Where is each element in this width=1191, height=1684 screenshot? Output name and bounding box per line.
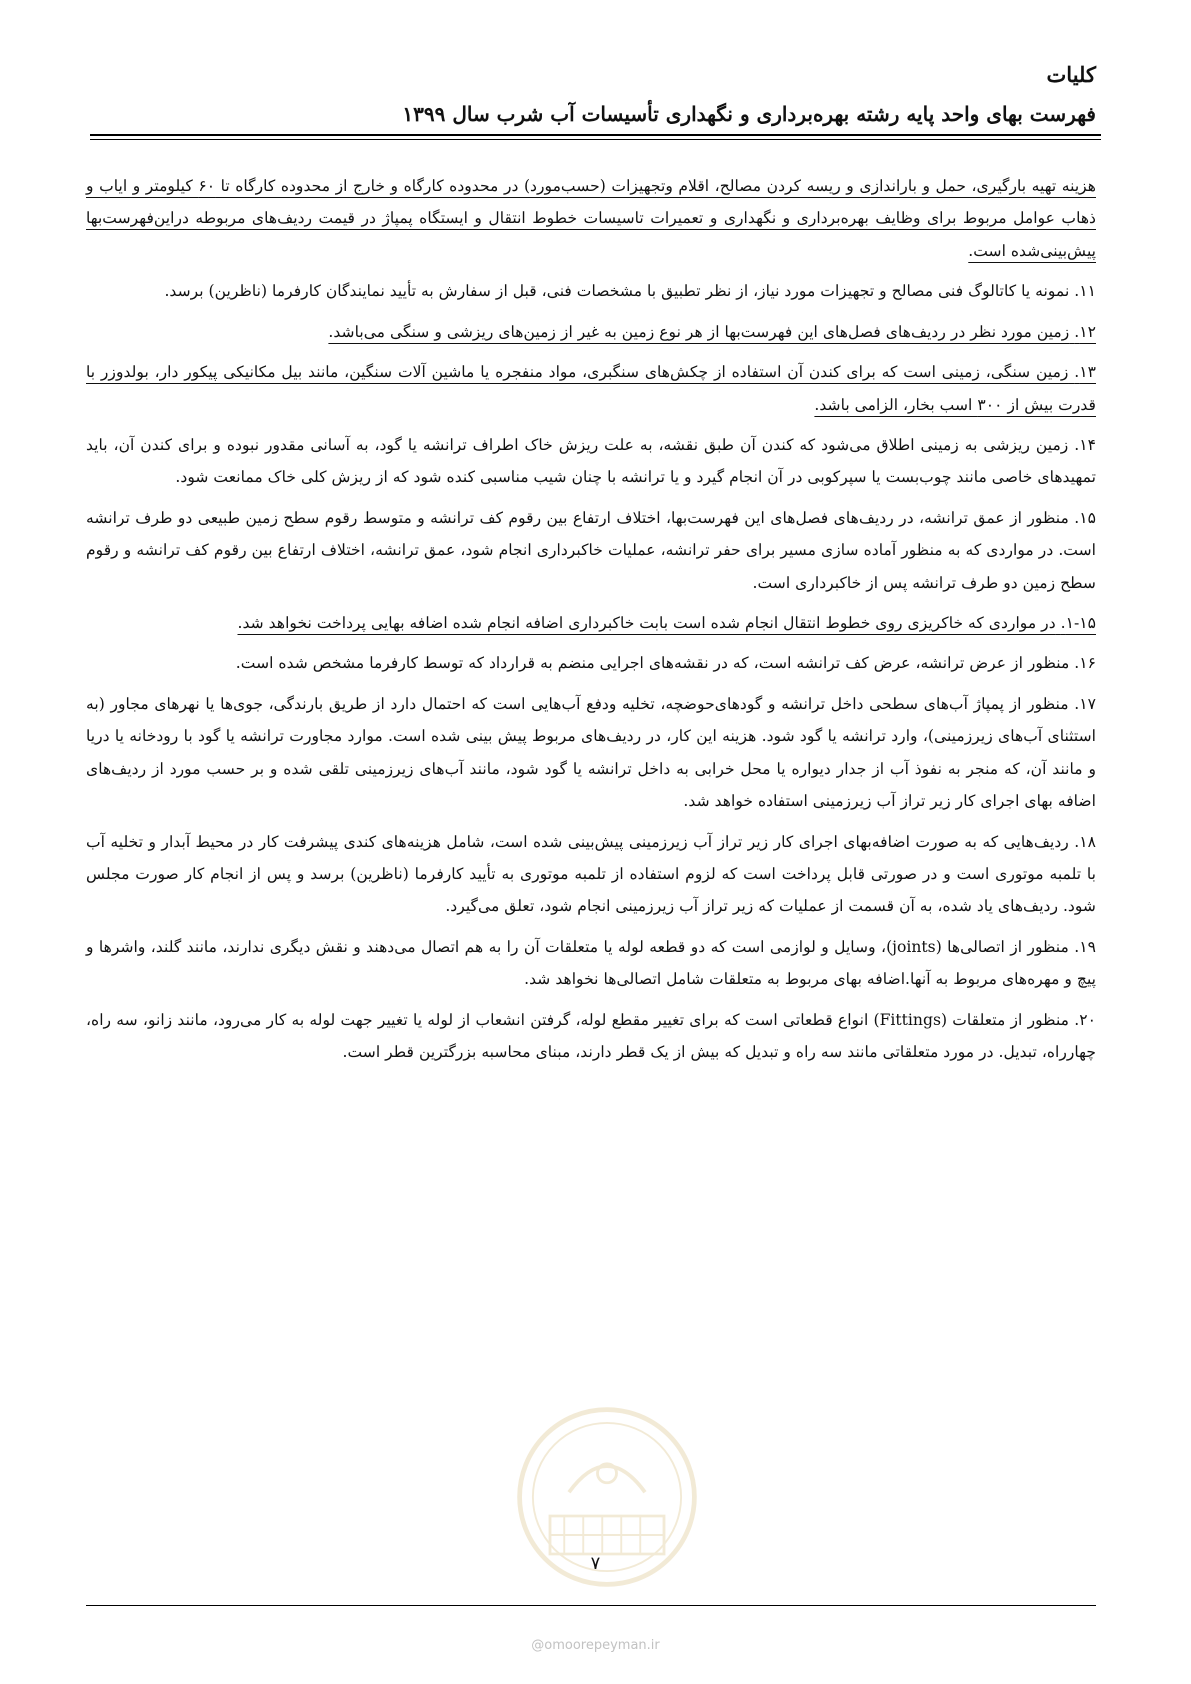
clause-text: منظور از اتصالی‌ها (joints)، وسایل و لوازمی است که دو قطعه لوله یا متعلقات آن را به هم اتصال می‌دهند و نقش دیگری ندارند، مانند گلند، واشرها و پیچ و مهره‌های مربوط به آنها.اضافه بهای مربوط به متعلقات شامل اتصالی‌ها نخواهد شد. — [86, 937, 1096, 989]
clause-number: ۱۹. — [1074, 937, 1096, 956]
clause-text: در مواردی که خاکریزی روی خطوط انتقال انجام شده است بابت خاکبرداری اضافه انجام شده اضافه بهایی پرداخت نخواهد شد. — [237, 614, 1056, 633]
clause-number: ۱۶. — [1074, 654, 1096, 673]
clause-text: منظور از پمپاژ آب‌های سطحی داخل ترانشه و گودهای‌حوضچه، تخلیه ودفع آب‌هایی است که احتمال دارد از طریق بارندگی، جوی‌ها یا نهرهای مجاور (به استثنای آب‌های زیرزمینی)، وارد ترانشه یا گود شود. هزینه این کار، در ردیف‌های مربوط پیش بینی شده است. موارد مجاورت ترانشه یا گود با رودخانه یا دریا و مانند آن، که منجر به نفوذ آب از جدار دیواره یا محل خرابی به داخل ترانشه یا گود شود، مانند آب‌های زیرزمینی تلقی شده و بر حسب مورد از ردیف‌های اضافه بهای اجرای کار زیر تراز آب زیرزمینی استفاده خواهد شد. — [86, 694, 1096, 811]
clause-text: زمین ریزشی به زمینی اطلاق می‌شود که کندن آن طبق نقشه، به علت ریزش خاک اطراف ترانشه یا گود، به آسانی مقدور نبوده و برای کندن آن، باید تمهیدهای خاصی مانند چوب‌بست یا سپرکوبی در آن انجام گیرد و یا ترانشه با چنان شیب مناسبی کنده شود که از ریزش کلی خاک ممانعت شود. — [86, 435, 1096, 487]
clause-number: ۱۷. — [1074, 694, 1096, 713]
clause-number: ۲۰. — [1074, 1010, 1096, 1029]
clause-12 — [86, 316, 1096, 348]
clause-text: زمین سنگی، زمینی است که برای کندن آن استفاده از چکش‌های سنگبری، مواد منفجره یا ماشین آلات سنگین، مانند بیل مکانیکی پیکور دار، بولدوزر با قدرت بیش از ۳۰۰ اسب بخار، الزامی باشد. — [86, 363, 1096, 414]
clause-number: ۱۱. — [1074, 282, 1096, 301]
footer-rule — [86, 1605, 1096, 1606]
clause-18 — [86, 826, 1096, 923]
section-title: کلیات — [1046, 62, 1096, 87]
clause-number: ۱۵. — [1074, 508, 1096, 527]
clause-number: ۱۲. — [1074, 322, 1096, 341]
clause-text: منظور از عرض ترانشه، عرض کف ترانشه است، که در نقشه‌های اجرایی منضم به قرارداد که توسط کارفرما مشخص شده است. — [235, 654, 1070, 673]
clause-15-1 — [86, 607, 1096, 639]
clause-15 — [86, 502, 1096, 599]
clause-14 — [86, 429, 1096, 494]
document-body — [86, 170, 1096, 1077]
clause-11 — [86, 275, 1096, 307]
clause-text: ردیف‌هایی که به صورت اضافه‌بهای اجرای کار زیر تراز آب زیرزمینی پیش‌بینی شده است، شامل هزینه‌های کندی پیشرفت کار در محیط آبدار و تخلیه آب با تلمبه موتوری است و در صورتی قابل پرداخت است که لزوم استفاده از تلمبه موتوری به تأیید کارفرما (ناظرین) برسد و پس از انجام کار صورت مجلس شود. ردیف‌های یاد شده، به آن قسمت از عملیات که زیر تراز آب زیرزمینی انجام شود، تعلق می‌گیرد. — [86, 832, 1096, 916]
clause-number: ۱۸. — [1074, 832, 1096, 851]
clause-number: ۱۳. — [1074, 363, 1096, 382]
header-rule-thick — [90, 134, 1101, 136]
source-watermark-text: @omoorepeyman.ir — [531, 1638, 660, 1653]
clause-text: منظور از متعلقات (Fittings) انواع قطعاتی است که برای تغییر مقطع لوله، گرفتن انشعاب از لوله یا تغییر جهت لوله به کار می‌رود، مانند زانو، سه راه، چهارراه، تبدیل. در مورد متعلقاتی مانند سه راه و تبدیل که بیش از یک قطر دارند، مبنای محاسبه بزرگترین قطر است. — [86, 1010, 1096, 1062]
clause-text: نمونه یا کاتالوگ فنی مصالح و تجهیزات مورد نیاز، از نظر تطبیق با مشخصات فنی، قبل از سفارش به تأیید نمایندگان کارفرما (ناظرین) برسد. — [164, 282, 1070, 301]
clause-text: زمین مورد نظر در ردیف‌های فصل‌های این فهرست‌بها از هر نوع زمین به غیر از زمین‌های ریزشی و سنگی می‌باشد. — [328, 322, 1070, 341]
clause-number: ۱۴. — [1074, 435, 1096, 454]
clause-17 — [86, 688, 1096, 818]
clause-text: منظور از عمق ترانشه، در ردیف‌های فصل‌های این فهرست‌بها، اختلاف ارتفاع بین رقوم کف ترانشه و متوسط رقوم سطح زمین طبیعی دو طرف ترانشه است. در مواردی که به منظور آماده سازی مسیر برای حفر ترانشه، عملیات خاکبرداری انجام شود، عمق ترانشه، اختلاف ارتفاع بین رقوم کف ترانشه و رقوم سطح زمین دو طرف ترانشه پس از خاکبرداری است. — [86, 508, 1096, 592]
clause-13 — [86, 356, 1096, 421]
header-rule-thin — [90, 139, 1101, 140]
clause-16 — [86, 647, 1096, 679]
intro-paragraph: هزینه تهیه بارگیری، حمل و باراندازی و ریسه کردن مصالح، اقلام وتجهیزات (حسب‌مورد) در محدوده کارگاه و خارج از محدوده کارگاه تا ۶۰ کیلومتر و ایاب و ذهاب عوامل مربوط برای وظایف بهره‌برداری و نگهداری و تعمیرات تاسیسات خطوط انتقال و ایستگاه پمپاژ در قیمت ردیف‌های مربوطه دراین‌فهرست‌بها پیش‌بینی‌شده است. — [86, 177, 1096, 260]
clause-number: ۱-۱۵. — [1060, 614, 1096, 633]
clause-20 — [86, 1004, 1096, 1069]
page-number: ۷ — [590, 1553, 601, 1574]
document-subtitle: فهرست بهای واحد پایه رشته بهره‌برداری و نگهداری تأسیسات آب شرب سال ۱۳۹۹ — [402, 102, 1096, 126]
clause-19 — [86, 931, 1096, 996]
